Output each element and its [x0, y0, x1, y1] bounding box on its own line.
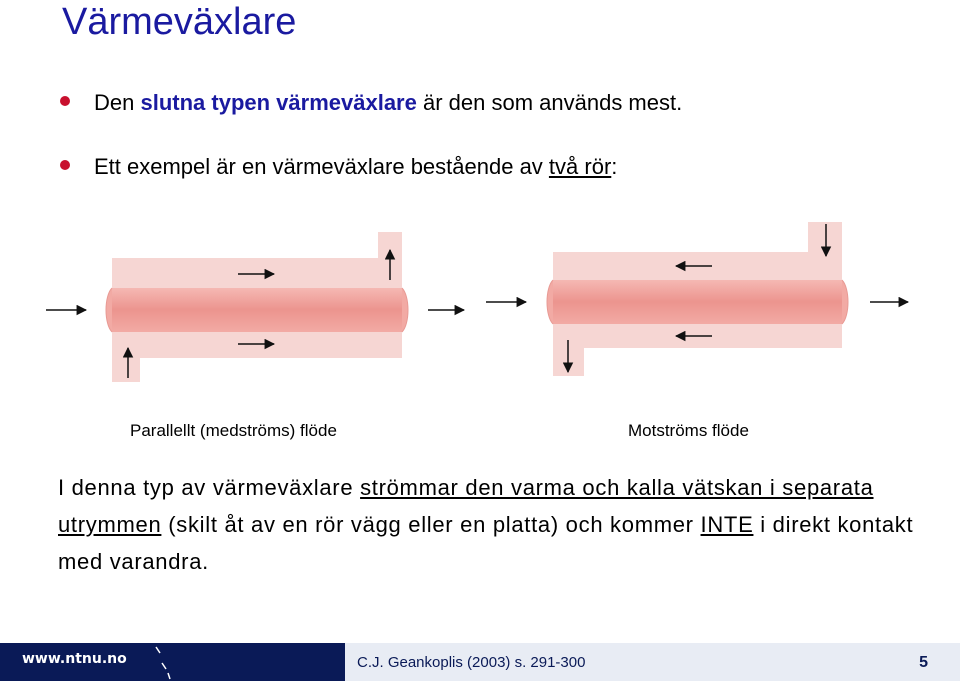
page-number: 5 [919, 654, 928, 671]
inner-pipe [553, 280, 842, 324]
caption-parallel-flow: Parallellt (medströms) flöde [130, 421, 337, 440]
footer-reference-panel [345, 643, 960, 681]
bullet-text-post: : [611, 154, 618, 179]
bullet-dot-icon [60, 160, 70, 170]
description-paragraph [58, 469, 928, 580]
heat-exchanger-diagram [0, 210, 960, 390]
bullet-text [94, 152, 617, 182]
footer-reference: C.J. Geankoplis (2003) s. 291-300 [357, 654, 586, 671]
bullet-dot-icon [60, 96, 70, 106]
ntnu-logo-icon [150, 643, 180, 681]
paragraph-text: (skilt åt av en rör vägg eller en platta) och kommer [161, 512, 701, 537]
footer-bar [0, 643, 960, 681]
caption-counter-flow: Motströms flöde [628, 421, 749, 440]
pipe-end-left [106, 288, 112, 332]
pipe-end-right [842, 280, 848, 324]
paragraph-underlined-text: INTE [700, 512, 754, 537]
paragraph-text: I denna typ av värmeväxlare [58, 475, 361, 500]
pipe-end-right [402, 288, 408, 332]
footer-url: www.ntnu.no [22, 651, 127, 667]
parallel-flow-exchanger [46, 232, 464, 382]
slide-title: Värmeväxlare [62, 1, 297, 43]
inner-pipe [112, 288, 402, 332]
bullet-text-pre: Den [94, 90, 141, 115]
bullet-text-post: är den som används mest. [416, 90, 683, 115]
bullet-text-pre: Ett exempel är en värmeväxlare bestående av [94, 154, 549, 179]
bullet-text [94, 88, 682, 118]
counter-flow-exchanger [486, 222, 908, 376]
bullet-underlined: två rör [548, 154, 612, 179]
bullet-emphasis: slutna typen värmeväxlare [140, 90, 417, 115]
pipe-end-left [547, 280, 553, 324]
paragraph-underlined-text: strömmar den varma och kalla vätskan i separata utrymmen [58, 475, 874, 537]
paragraph-text: i direkt kontakt med varandra. [58, 512, 914, 574]
